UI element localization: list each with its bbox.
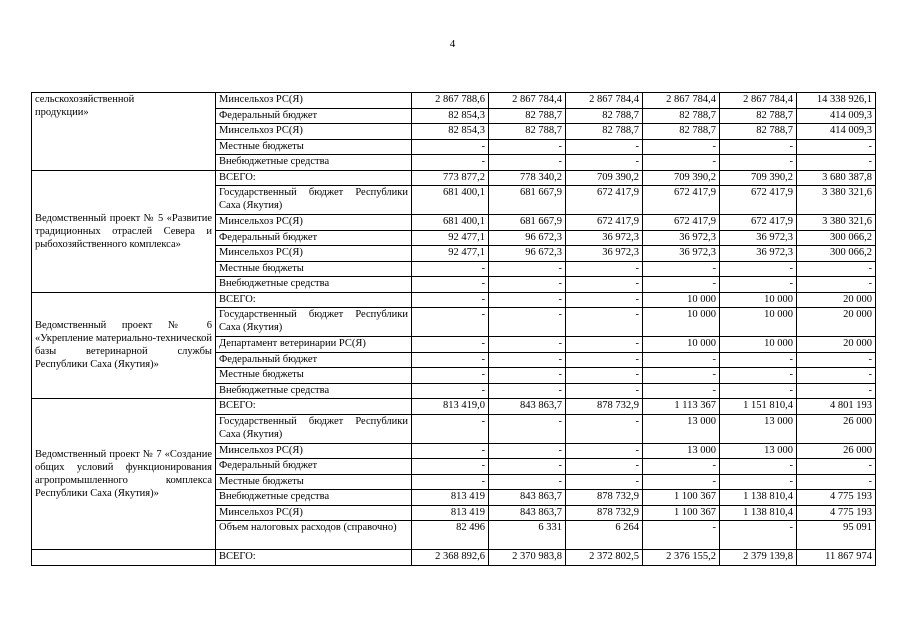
value-cell: 773 877,2 (412, 170, 489, 186)
value-cell: - (566, 383, 643, 399)
value-cell: 10 000 (643, 292, 720, 308)
value-cell: 3 380 321,6 (797, 186, 876, 215)
value-cell: - (566, 414, 643, 443)
value-cell: 2 867 788,6 (412, 93, 489, 109)
funding-source-cell: Минсельхоз РС(Я) (216, 505, 412, 521)
value-cell: - (412, 277, 489, 293)
value-cell: 672 417,9 (720, 186, 797, 215)
value-cell: 414 009,3 (797, 124, 876, 140)
value-cell: 813 419 (412, 505, 489, 521)
funding-source-cell: Минсельхоз РС(Я) (216, 124, 412, 140)
value-cell: - (412, 292, 489, 308)
value-cell: 672 417,9 (566, 215, 643, 231)
value-cell: 36 972,3 (643, 230, 720, 246)
value-cell: - (797, 352, 876, 368)
value-cell: 878 732,9 (566, 490, 643, 506)
funding-source-cell: Внебюджетные средства (216, 383, 412, 399)
value-cell: - (643, 261, 720, 277)
funding-source-cell: ВСЕГО: (216, 170, 412, 186)
value-cell: - (643, 155, 720, 171)
value-cell: - (412, 368, 489, 384)
value-cell: 813 419 (412, 490, 489, 506)
value-cell: - (797, 139, 876, 155)
value-cell: 96 672,3 (489, 230, 566, 246)
value-cell: - (489, 337, 566, 353)
value-cell: - (643, 474, 720, 490)
funding-source-cell: Государственный бюджет Республики Саха (Якутия) (216, 308, 412, 337)
value-cell: - (797, 459, 876, 475)
value-cell: 4 775 193 (797, 490, 876, 506)
value-cell: 681 667,9 (489, 215, 566, 231)
value-cell: 2 867 784,4 (720, 93, 797, 109)
value-cell: - (566, 308, 643, 337)
funding-source-cell: Местные бюджеты (216, 368, 412, 384)
value-cell: - (566, 292, 643, 308)
value-cell: 2 867 784,4 (643, 93, 720, 109)
value-cell: 82 788,7 (489, 124, 566, 140)
funding-source-cell: Департамент ветеринарии РС(Я) (216, 337, 412, 353)
value-cell: 26 000 (797, 414, 876, 443)
value-cell: 36 972,3 (643, 246, 720, 262)
value-cell: - (643, 368, 720, 384)
value-cell: - (797, 261, 876, 277)
value-cell: 709 390,2 (643, 170, 720, 186)
value-cell: 20 000 (797, 292, 876, 308)
value-cell: 82 854,3 (412, 108, 489, 124)
value-cell: 843 863,7 (489, 399, 566, 415)
value-cell: - (566, 352, 643, 368)
value-cell: - (643, 352, 720, 368)
value-cell: - (489, 277, 566, 293)
value-cell: 3 680 387,8 (797, 170, 876, 186)
value-cell: 6 264 (566, 521, 643, 550)
value-cell: 1 151 810,4 (720, 399, 797, 415)
value-cell: - (412, 383, 489, 399)
value-cell: - (720, 261, 797, 277)
value-cell: 36 972,3 (720, 230, 797, 246)
value-cell: - (489, 474, 566, 490)
value-cell: 92 477,1 (412, 246, 489, 262)
funding-source-cell: ВСЕГО: (216, 292, 412, 308)
value-cell: 672 417,9 (566, 186, 643, 215)
value-cell: - (489, 383, 566, 399)
funding-source-cell: Федеральный бюджет (216, 230, 412, 246)
funding-source-cell: Федеральный бюджет (216, 352, 412, 368)
value-cell: - (720, 383, 797, 399)
value-cell: - (489, 261, 566, 277)
value-cell: 10 000 (720, 337, 797, 353)
value-cell: 681 400,1 (412, 215, 489, 231)
value-cell: 681 667,9 (489, 186, 566, 215)
value-cell: 1 138 810,4 (720, 505, 797, 521)
value-cell: - (566, 155, 643, 171)
funding-source-cell: Местные бюджеты (216, 474, 412, 490)
value-cell: - (489, 443, 566, 459)
value-cell: - (412, 443, 489, 459)
value-cell: 4 801 193 (797, 399, 876, 415)
value-cell: 11 867 974 (797, 550, 876, 566)
value-cell: - (720, 277, 797, 293)
value-cell: - (566, 459, 643, 475)
project-name-line: продукции» (35, 107, 89, 118)
value-cell: 2 376 155,2 (643, 550, 720, 566)
value-cell: 2 370 983,8 (489, 550, 566, 566)
value-cell: 20 000 (797, 337, 876, 353)
value-cell: 13 000 (720, 443, 797, 459)
value-cell: - (797, 368, 876, 384)
funding-source-cell: Внебюджетные средства (216, 155, 412, 171)
value-cell: 813 419,0 (412, 399, 489, 415)
value-cell: - (566, 261, 643, 277)
value-cell: 300 066,2 (797, 230, 876, 246)
value-cell: 82 788,7 (643, 108, 720, 124)
funding-source-cell: Минсельхоз РС(Я) (216, 215, 412, 231)
value-cell: 82 788,7 (720, 108, 797, 124)
value-cell: 82 788,7 (643, 124, 720, 140)
value-cell: 2 867 784,4 (566, 93, 643, 109)
value-cell: - (412, 414, 489, 443)
value-cell: 878 732,9 (566, 399, 643, 415)
value-cell: 36 972,3 (566, 230, 643, 246)
value-cell: - (720, 459, 797, 475)
value-cell: 13 000 (643, 414, 720, 443)
value-cell: - (489, 414, 566, 443)
value-cell: 843 863,7 (489, 505, 566, 521)
value-cell: 681 400,1 (412, 186, 489, 215)
value-cell: - (797, 155, 876, 171)
value-cell: - (643, 383, 720, 399)
value-cell: 1 100 367 (643, 505, 720, 521)
value-cell: 1 100 367 (643, 490, 720, 506)
project-name-cell: Ведомственный проект № 7 «Создание общих условий функционирования агропромышленного комплекса Республики Саха (Якутия)» (32, 399, 216, 550)
value-cell: 3 380 321,6 (797, 215, 876, 231)
value-cell: 6 331 (489, 521, 566, 550)
funding-source-cell: Местные бюджеты (216, 139, 412, 155)
value-cell: - (720, 521, 797, 550)
value-cell: - (489, 368, 566, 384)
value-cell: - (566, 474, 643, 490)
funding-source-cell: Внебюджетные средства (216, 277, 412, 293)
budget-table (31, 92, 876, 566)
value-cell: 13 000 (720, 414, 797, 443)
value-cell: - (566, 368, 643, 384)
value-cell: 414 009,3 (797, 108, 876, 124)
value-cell: 672 417,9 (643, 215, 720, 231)
value-cell: - (720, 155, 797, 171)
project-name-cell: Ведомственный проект № 5 «Развитие традиционных отраслей Севера и рыбохозяйственного комплекса» (32, 170, 216, 292)
value-cell: 82 496 (412, 521, 489, 550)
value-cell: 82 788,7 (566, 124, 643, 140)
value-cell: - (412, 155, 489, 171)
value-cell: 10 000 (643, 308, 720, 337)
value-cell: 82 788,7 (720, 124, 797, 140)
page-number: 4 (449, 38, 456, 50)
value-cell: - (412, 261, 489, 277)
project-name-cell: Ведомственный проект № 6 «Укрепление материально-технической базы ветеринарной службы Республики Саха (Якутия)» (32, 292, 216, 399)
value-cell: 26 000 (797, 443, 876, 459)
total-row (32, 550, 876, 566)
value-cell: 36 972,3 (566, 246, 643, 262)
project-name-cell (32, 93, 216, 171)
value-cell: 13 000 (643, 443, 720, 459)
funding-source-cell: Минсельхоз РС(Я) (216, 246, 412, 262)
value-cell: - (643, 459, 720, 475)
value-cell: 2 372 802,5 (566, 550, 643, 566)
value-cell: - (489, 308, 566, 337)
value-cell: 36 972,3 (720, 246, 797, 262)
table-row (32, 399, 876, 415)
value-cell: 672 417,9 (643, 186, 720, 215)
value-cell: 82 788,7 (566, 108, 643, 124)
value-cell: 878 732,9 (566, 505, 643, 521)
funding-source-cell: Местные бюджеты (216, 261, 412, 277)
value-cell: 95 091 (797, 521, 876, 550)
funding-source-cell: Внебюджетные средства (216, 490, 412, 506)
value-cell: 672 417,9 (720, 215, 797, 231)
value-cell: 82 854,3 (412, 124, 489, 140)
value-cell: - (489, 459, 566, 475)
value-cell: - (412, 337, 489, 353)
funding-source-cell: Федеральный бюджет (216, 459, 412, 475)
value-cell: 2 379 139,8 (720, 550, 797, 566)
funding-source-cell: Минсельхоз РС(Я) (216, 443, 412, 459)
value-cell: 10 000 (720, 308, 797, 337)
value-cell: - (412, 308, 489, 337)
value-cell: 4 775 193 (797, 505, 876, 521)
value-cell: - (566, 337, 643, 353)
value-cell: - (720, 352, 797, 368)
funding-source-cell: ВСЕГО: (216, 550, 412, 566)
value-cell: - (797, 474, 876, 490)
value-cell: 20 000 (797, 308, 876, 337)
value-cell: 778 340,2 (489, 170, 566, 186)
value-cell: 1 138 810,4 (720, 490, 797, 506)
value-cell: - (489, 155, 566, 171)
value-cell: - (412, 474, 489, 490)
value-cell: - (566, 139, 643, 155)
value-cell: 300 066,2 (797, 246, 876, 262)
value-cell: - (412, 352, 489, 368)
value-cell: - (720, 139, 797, 155)
table-row (32, 93, 876, 109)
value-cell: - (720, 474, 797, 490)
value-cell: - (643, 277, 720, 293)
value-cell: - (720, 368, 797, 384)
value-cell: 2 368 892,6 (412, 550, 489, 566)
value-cell: - (489, 352, 566, 368)
value-cell: - (566, 277, 643, 293)
value-cell: 92 477,1 (412, 230, 489, 246)
empty-cell (32, 550, 216, 566)
value-cell: - (797, 383, 876, 399)
value-cell: 96 672,3 (489, 246, 566, 262)
value-cell: - (643, 139, 720, 155)
table-row (32, 292, 876, 308)
funding-source-cell: Государственный бюджет Республики Саха (Якутия) (216, 414, 412, 443)
value-cell: 14 338 926,1 (797, 93, 876, 109)
value-cell: 1 113 367 (643, 399, 720, 415)
value-cell: - (412, 139, 489, 155)
value-cell: 82 788,7 (489, 108, 566, 124)
value-cell: 709 390,2 (566, 170, 643, 186)
value-cell: 709 390,2 (720, 170, 797, 186)
value-cell: - (489, 139, 566, 155)
value-cell: - (797, 277, 876, 293)
value-cell: - (412, 459, 489, 475)
value-cell: - (566, 443, 643, 459)
table-row (32, 170, 876, 186)
value-cell: 843 863,7 (489, 490, 566, 506)
value-cell: - (643, 521, 720, 550)
funding-source-cell: Объем налоговых расходов (справочно) (216, 521, 412, 550)
project-name-line: сельскохозяйственной (35, 94, 135, 105)
value-cell: - (489, 292, 566, 308)
value-cell: 10 000 (720, 292, 797, 308)
funding-source-cell: Минсельхоз РС(Я) (216, 93, 412, 109)
funding-source-cell: Государственный бюджет Республики Саха (Якутия) (216, 186, 412, 215)
funding-source-cell: ВСЕГО: (216, 399, 412, 415)
funding-source-cell: Федеральный бюджет (216, 108, 412, 124)
value-cell: 10 000 (643, 337, 720, 353)
value-cell: 2 867 784,4 (489, 93, 566, 109)
